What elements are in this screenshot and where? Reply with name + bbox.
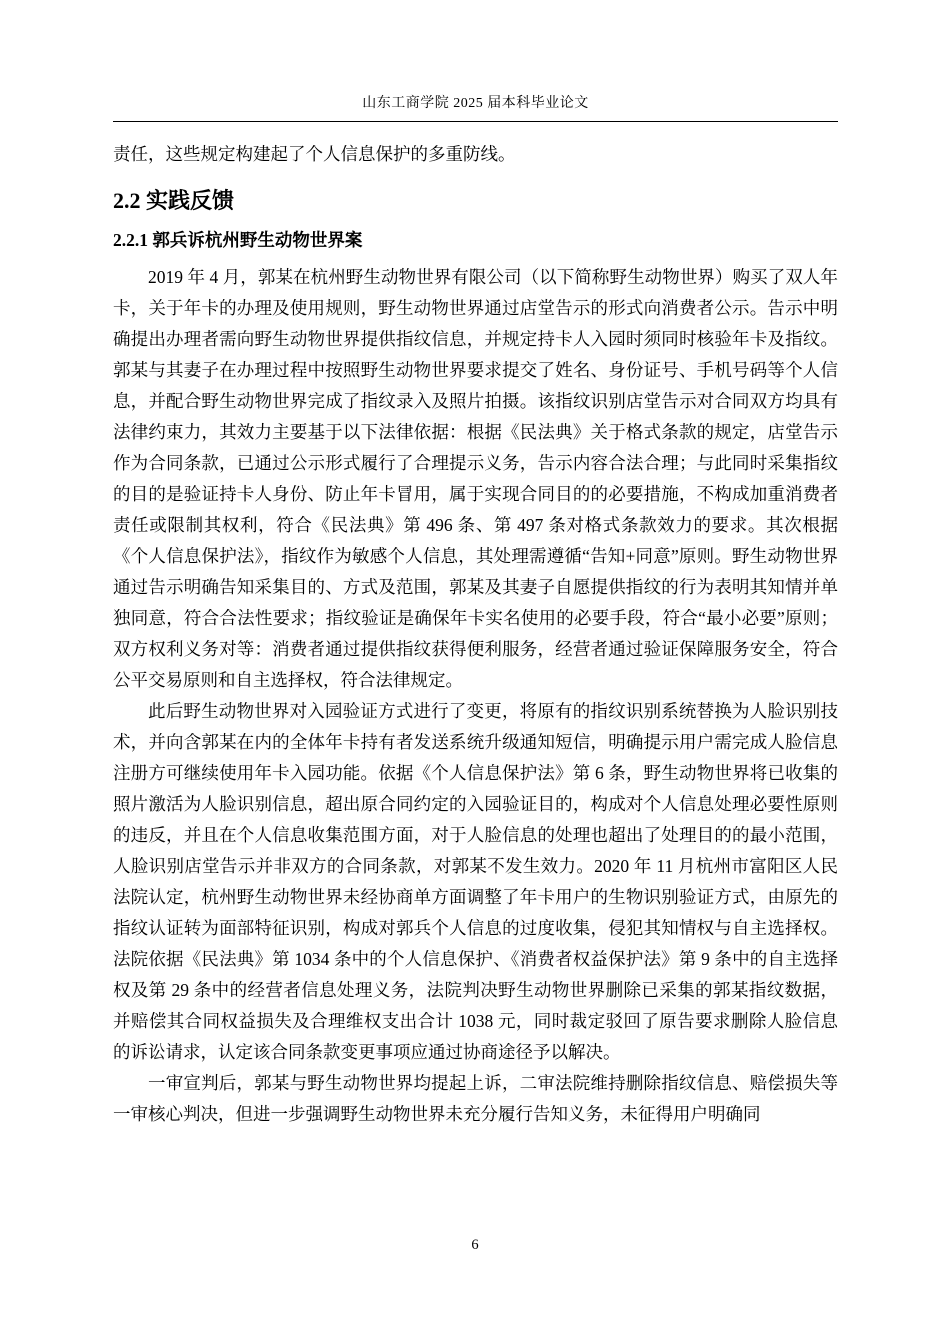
paragraph: 2019 年 4 月，郭某在杭州野生动物世界有限公司（以下简称野生动物世界）购买了双人年卡，关于年卡的办理及使用规则，野生动物世界通过店堂告示的形式向消费者公示。告示中明确提出办理者需向野生动物世界提供指纹信息，并规定持卡人入园时须同时核验年卡及指纹。郭某与其妻子在办理过程中按照野生动物世界要求提交了姓名、身份证号、手机号码等个人信息，并配合野生动物世界完成了指纹录入及照片拍摄。该指纹识别店堂告示对合同双方均具有法律约束力，其效力主要基于以下法律依据：根据《民法典》关于格式条款的规定，店堂告示作为合同条款，已通过公示形式履行了合理提示义务，告示内容合法合理；与此同时采集指纹的目的是验证持卡人身份、防止年卡冒用，属于实现合同目的的必要措施，不构成加重消费者责任或限制其权利，符合《民法典》第 496 条、第 497 条对格式条款效力的要求。其次根据《个人信息保护法》，指纹作为敏感个人信息，其处理需遵循“告知+同意”原则。野生动物世界通过告示明确告知采集目的、方式及范围，郭某及其妻子自愿提供指纹的行为表明其知情并单独同意，符合合法性要求；指纹验证是确保年卡实名使用的必要手段，符合“最小必要”原则；双方权利义务对等：消费者通过提供指纹获得便利服务，经营者通过验证保障服务安全，符合公平交易原则和自主选择权，符合法律规定。 bbox=[113, 267, 838, 690]
page-header bbox=[113, 94, 838, 122]
paragraph: 一审宣判后，郭某与野生动物世界均提起上诉，二审法院维持删除指纹信息、赔偿损失等一审核心判决，但进一步强调野生动物世界未充分履行告知义务，未征得用户明确同 bbox=[113, 1073, 838, 1124]
page-footer bbox=[0, 1236, 950, 1254]
running-head: 山东工商学院 2025 届本科毕业论文 bbox=[362, 96, 589, 111]
section-heading: 2.2 实践反馈 bbox=[113, 188, 235, 213]
subsection-heading: 2.2.1 郭兵诉杭州野生动物世界案 bbox=[113, 230, 363, 250]
page-number: 6 bbox=[471, 1237, 479, 1253]
paragraph-continuation: 责任，这些规定构建起了个人信息保护的多重防线。 bbox=[113, 144, 516, 164]
paragraph: 此后野生动物世界对入园验证方式进行了变更，将原有的指纹识别系统替换为人脸识别技术，并向含郭某在内的全体年卡持有者发送系统升级通知短信，明确提示用户需完成人脸信息注册方可继续使用年卡入园功能。依据《个人信息保护法》第 6 条，野生动物世界将已收集的照片激活为人脸识别信息，超出原合同约定的入园验证目的，构成对个人信息处理必要性原则的违反，并且在个人信息收集范围方面，对于人脸信息的处理也超出了处理目的的最小范围，人脸识别店堂告示并非双方的合同条款，对郭某不发生效力。2020 年 11 月杭州市富阳区人民法院认定，杭州野生动物世界未经协商单方面调整了年卡用户的生物识别验证方式，由原先的指纹认证转为面部特征识别，构成对郭兵个人信息的过度收集，侵犯其知情权与自主选择权。法院依据《民法典》第 1034 条中的个人信息保护、《消费者权益保护法》第 9 条中的自主选择权及第 29 条中的经营者信息处理义务，法院判决野生动物世界删除已采集的郭某指纹数据，并赔偿其合同权益损失及合理维权支出合计 1038 元，同时裁定驳回了原告要求删除人脸信息的诉讼请求，认定该合同条款变更事项应通过协商途径予以解决。 bbox=[113, 701, 838, 1062]
document-body bbox=[113, 139, 838, 1130]
